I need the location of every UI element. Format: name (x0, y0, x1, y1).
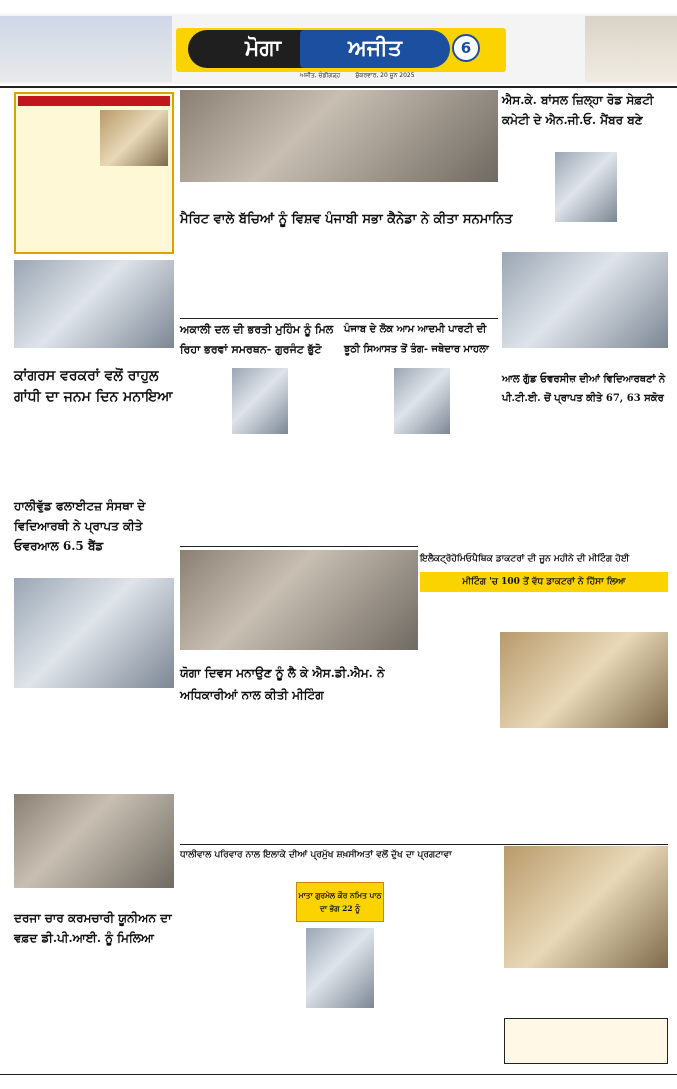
aap-body-right (452, 368, 498, 436)
holywood-student-photo (14, 578, 174, 688)
ielts-photo-caption (502, 350, 668, 364)
merit-students-photo (180, 90, 498, 182)
congress-photo (14, 260, 174, 348)
merit-photo-caption (180, 184, 498, 198)
akali-headline: ਅਕਾਲੀ ਦਲ ਦੀ ਭਰਤੀ ਮੁਹਿੰਮ ਨੂੰ ਮਿਲ ਰਿਹਾ ਭਰਵਾਂ ਸਮਰਥਨ- ਗੁਰਜੰਟ ਭੁੱਟੋ (180, 323, 334, 356)
masthead-building-image-right (585, 16, 677, 82)
edition-label: ਅਜੀਤ, ਚੰਡੀਗੜ੍ਹ (300, 72, 341, 79)
union-photo-caption (14, 890, 174, 902)
yoga-headline: ਯੋਗਾ ਦਿਵਸ ਮਨਾਉਣ ਨੂੰ ਲੈ ਕੇ ਐਸ.ਡੀ.ਐਮ. ਨੇ ਅਧਿਕਾਰੀਆਂ ਨਾਲ ਕੀਤੀ ਮੀਟਿੰਗ (180, 666, 385, 702)
electro-subheadline: ਮੀਟਿੰਗ 'ਚ 100 ਤੋਂ ਵੱਧ ਡਾਕਟਰਾਂ ਨੇ ਹਿੱਸਾ ਲਿਆ (420, 572, 668, 592)
mahla-portrait (394, 368, 450, 434)
bansal-portrait (555, 152, 617, 222)
akali-body-left (180, 368, 230, 436)
page-number: 6 (452, 34, 480, 62)
ielts-headline: ਆਲ ਗੁੱਡ ਓਵਰਸੀਜ਼ ਦੀਆਂ ਵਿਦਿਆਰਥਣਾਂ ਨੇ ਪੀ.ਟੀ.ਈ. ਚੋਂ ਪ੍ਰਾਪਤ ਕੀਤੇ 67, 63 ਸਕੋਰ (502, 374, 666, 404)
condolence-headline: ਧਾਲੀਵਾਲ ਪਰਿਵਾਰ ਨਾਲ ਇਲਾਕੇ ਦੀਆਂ ਪ੍ਰਮੁੱਖ ਸ਼ਖ਼ਸੀਅਤਾਂ ਵਲੋਂ ਦੁੱਖ ਦਾ ਪ੍ਰਗਟਾਵਾ (180, 850, 452, 860)
congress-photo-caption (14, 350, 174, 364)
electro-body-left (420, 632, 498, 832)
publisher-imprint (504, 1018, 668, 1064)
yoga-meeting-photo (180, 550, 418, 650)
spacer (180, 238, 181, 239)
section-rule-3 (180, 844, 668, 845)
mata-gurmel-kaur-portrait (306, 928, 374, 1008)
union-headline: ਦਰਜਾ ਚਾਰ ਕਰਮਚਾਰੀ ਯੂਨੀਅਨ ਦਾ ਵਫ਼ਦ ਡੀ.ਪੀ.ਆਈ. ਨੂੰ ਮਿਲਿਆ (14, 911, 172, 945)
union-body (14, 956, 174, 1068)
tree-plantation-photo (504, 846, 668, 968)
correction-notice (504, 992, 668, 1014)
electro-body-right (500, 746, 668, 836)
condolence-bhog-box: ਮਾਤਾ ਗੁਰਮੇਲ ਕੌਰ ਨਮਿਤ ਪਾਠ ਦਾ ਭੋਗ 22 ਨੂੰ (296, 882, 384, 922)
bansal-body-left (502, 140, 552, 250)
section-rule (180, 318, 498, 319)
masthead-dateline (300, 72, 580, 82)
holywood-body (14, 544, 174, 574)
electro-photo-caption (500, 730, 668, 744)
aap-body-bottom (344, 440, 498, 540)
aap-body-left (344, 368, 392, 436)
bhutto-portrait (232, 368, 288, 434)
holywood-headline: ਹਾਲੀਵੁੱਡ ਫਲਾਈਟਜ਼ ਸੰਸਥਾ ਦੇ ਵਿਦਿਆਰਥੀ ਨੇ ਪ੍ਰਾਪਤ ਕੀਤੇ ਓਵਰਆਲ 6.5 ਬੈਂਡ (14, 499, 146, 553)
merit-headline: ਮੈਰਿਟ ਵਾਲੇ ਬੱਚਿਆਂ ਨੂੰ ਵਿਸ਼ਵ ਪੰਜਾਬੀ ਸਭਾ ਕੈਨੇਡਾ ਨੇ ਕੀਤਾ ਸਨਮਾਨਿਤ (180, 212, 513, 227)
electro-body (420, 596, 668, 630)
akali-body-right (290, 368, 340, 436)
logo-ajit: ਅਜੀਤ (300, 30, 450, 68)
yoga-photo-caption (180, 652, 418, 662)
congress-body (14, 414, 174, 494)
bansal-headline: ਐਸ.ਕੇ. ਬਾਂਸਲ ਜ਼ਿਲ੍ਹਾ ਰੋਡ ਸੇਫ਼ਟੀ ਕਮੇਟੀ ਦੇ ਐਨ.ਜੀ.ਓ. ਮੈਂਬਰ ਬਣੇ (502, 93, 654, 127)
masthead-building-image-left (0, 16, 172, 82)
tree-photo-caption (504, 970, 668, 988)
print-metadata-strip (0, 0, 677, 14)
ielts-students-photo (502, 252, 668, 348)
date-label: ਸ਼ੁੱਕਰਵਾਰ, 20 ਜੂਨ 2025 (355, 72, 415, 79)
bansal-body-right (620, 140, 668, 250)
section-rule-2 (180, 546, 418, 547)
congress-headline: ਕਾਂਗਰਸ ਵਰਕਰਾਂ ਵਲੋਂ ਰਾਹੁਲ ਗਾਂਧੀ ਦਾ ਜਨਮ ਦਿਨ ਮਨਾਇਆ (14, 368, 173, 405)
golden-temple-image (100, 110, 168, 166)
masthead-rule (0, 86, 677, 88)
bottom-rule (0, 1074, 677, 1075)
ad-title-bar (18, 96, 170, 106)
yoga-body (180, 710, 418, 840)
electro-meeting-photo (500, 632, 668, 728)
akali-body-bottom (180, 440, 340, 540)
merit-body (180, 238, 498, 314)
condolence-body-left (180, 868, 292, 1068)
union-photo (14, 794, 174, 888)
aap-headline: ਪੰਜਾਬ ਦੇ ਲੋਕ ਆਮ ਆਦਮੀ ਪਾਰਟੀ ਦੀ ਝੂਠੀ ਸਿਆਸਤ ਤੋਂ ਤੰਗ- ਜਥੇਦਾਰ ਮਾਹਲਾ (344, 324, 489, 355)
ielts-body (502, 418, 668, 544)
print-registration-strip (0, 1076, 677, 1089)
logo-moga: ਮੋਗਾ (188, 30, 338, 68)
condolence-body-right (388, 868, 500, 1068)
ad-body-text (20, 112, 98, 242)
electro-headline: ਇਲੈਕਟ੍ਰੋਹੋਮਿਓਪੈਥਿਕ ਡਾਕਟਰਾਂ ਦੀ ਜੂਨ ਮਹੀਨੇ ਦੀ ਮੀਟਿੰਗ ਹੋਈ (420, 554, 630, 564)
holywood-body-2 (14, 690, 174, 790)
